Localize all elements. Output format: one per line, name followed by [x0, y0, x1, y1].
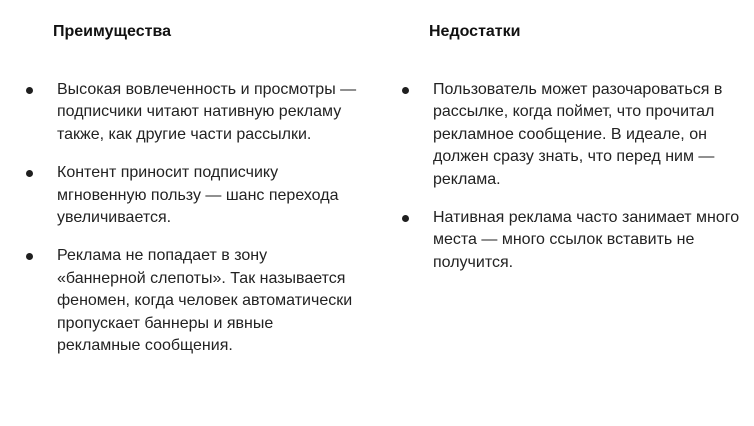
- list-item-text: Нативная реклама часто занимает много места — много ссылок вставить не получится.: [433, 209, 740, 271]
- list-item: [26, 162, 357, 229]
- bullet-icon: [26, 170, 33, 177]
- bullet-icon: [26, 87, 33, 94]
- disadvantages-title: Недостатки: [429, 23, 521, 40]
- list-item: [402, 79, 743, 191]
- list-item: [26, 79, 357, 146]
- bullet-icon: [402, 215, 409, 222]
- list-item-text: Высокая вовлеченность и просмотры — подписчики читают нативную рекламу также, как другие части рассылки.: [57, 81, 357, 143]
- list-item-text: Реклама не попадает в зону «баннерной слепоты». Так называется феномен, когда человек автоматически пропускает баннеры и явные рекламные сообщения.: [57, 247, 353, 355]
- list-item-text: Контент приносит подписчику мгновенную пользу — шанс перехода увеличивается.: [57, 164, 339, 227]
- list-item: [402, 207, 743, 274]
- bullet-icon: [402, 87, 409, 94]
- advantages-title: Преимущества: [53, 23, 171, 40]
- list-item-text: Пользователь может разочароваться в рассылке, когда поймет, что прочитал рекламное сообщение. В идеале, он должен сразу знать, что перед ним — реклама.: [433, 81, 723, 188]
- advantages-list: [26, 79, 357, 373]
- list-item: [26, 245, 357, 357]
- disadvantages-list: [402, 79, 743, 290]
- bullet-icon: [26, 253, 33, 260]
